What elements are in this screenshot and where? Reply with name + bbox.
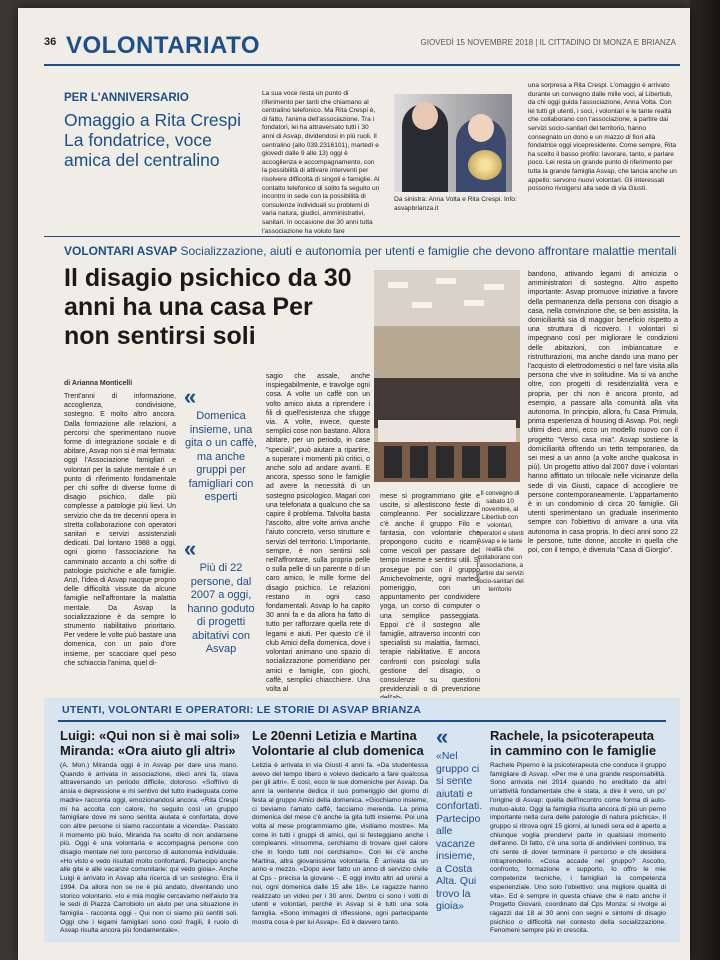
page-number: 36 bbox=[44, 36, 57, 48]
page-header bbox=[44, 30, 680, 66]
story-3-body: Rachele Piperno è la psicoterapeuta che conduce il gruppo famigliare di Asvap. «Per me è una grande responsabilità. Sono arrivata nel 2014 quando ho ereditato da altri un'attività fondamentale che è stata, a dire il vero, un po' l'origine di Asvap: quella dell'incontro come forma di auto-mutuo-aiuto. Oggi la famiglia risulta ancora di più un perno importante nella cura delle patologie di natura psichica». Il gruppo si ritrova ogni 15 giorni, al lunedì sera ed è aperto a chiunque voglia prendervi parte in qualsiasi momento dell'anno. Di fatto, c'è una sorta di andirivieni continuo, tra chi sente di dover terminare il percorso e chi desidera intraprenderlo. «Cosa accade nel gruppo? Ascolto, confronto, formazione e supporto. Io offro le mie competenze tecniche, i famigliari la competenza esperienziale. Uno solo l'obiettivo: una migliore qualità di vita». Ed è sempre in questa chiave che è nato anche il Progetto Giovani, coordinato dal Cps Monza: si rivolge ai ragazzi dai 18 ai 30 anni con segni e sintomi di disagio psichico o difficoltà nel contesto della socializzazione. Fenomeni sempre più in crescita. bbox=[490, 762, 666, 935]
newspaper-page bbox=[18, 8, 690, 960]
divider bbox=[44, 236, 680, 237]
article-column-3: mese si programmano gite e uscite, si allestiscono feste di compleanno. Per socializzare c'è anche il gruppo Filo e fantasia, con volontarie che propongono cucito e ricami, come veicoli per passare del tempo insieme e sentirsi utili. Si prosegue poi con il gruppo Amichevolmente, ogni martedì pomeriggio, con un appuntamento per condividere yoga, un corso di computer o una semplice passeggiata. Eppoi c'è il sostegno alle famiglie, attraverso incontri con specialisti su malattia, farmaci, terapie riabilitative. E ancora confronti con psicologi sulla gestione del disagio, o consulenze su questioni previdenziali o di prevenzione bbox=[380, 493, 480, 694]
byline: di Arianna Monticelli bbox=[64, 380, 133, 387]
anniversary-continuation: una sorpresa a Rita Crespi. L'omaggio è arrivato durante un convegno dalle mille voci, al Libertiub, da chi oggi guida l'associazione, Anna Volta. Con lei tutti gli utenti, i soci, i volontari e le tante realtà che collaborano con l'associazione, a partire dai servizi socio-sanitari del territorio, hanno consegnato un dono e un mazzo di fiori alla fondatrice oggi vicepresidente. Come sempre, Rita ha scelto il basso profilo: lavorare, tanto, e parlare poco. Lei resta un grande punto di riferimento per tutta la grande famiglia Asvap, che lancia anche un appello: servono nuovi volontari. Gli interessati possono rivolgersi alla sede di via Giusti. bbox=[528, 82, 677, 193]
stories-pull-quote bbox=[436, 724, 483, 913]
article-column-2: sagio che assale, anche inspiegabilmente, e travolge ogni cosa. A volte un caffè con un volto amico aiuta a riprendere i fili di quell'esistenza che sfugge via. A volte, invece, queste semplici cose non bastano. Allora abitare, per un periodo, in case "speciali", può aiutare a ripartire, a superare i momenti più critici, o anche solo ad andare avanti. E ancora, spesso sono le famiglie ad avere la necessità di un sostegno psicologico. Magari con una telefonata a qualcuno che sa capire il problema. Talvolta basta l'ascolto, altre volte arriva anche l'aiuto concreto, verso strutture e servizi del territorio. L'importante, sempre, è non sentirsi soli nell'affrontare, sulla propria pelle o sulla pelle di un parente o di un caro amico, le mille forme del disagio psichico. Le relazioni restano in ogni caso fondamentali. Asvap lo ha capito 30 anni fa e da allora ha fatto di tutto per rafforzare quella rete di legami e aiuti. Per questo c'è il club Amici della domenica, dove i volontari animano uno spazio di socializzazione pomeridiano per amici e famiglie, con giochi, caffè, semplici chiacchiere. Una volta al bbox=[266, 373, 370, 693]
story-3-title: Rachele, la psicoterapeuta in cammino con le famiglie bbox=[490, 728, 657, 758]
pull-quote-1 bbox=[184, 384, 258, 505]
dateline: GIOVEDÌ 15 NOVEMBRE 2018 | IL CITTADINO DI MONZA E BRIANZA bbox=[420, 38, 676, 47]
conference-photo-caption: Il convegno di sabato 10 novembre, al Libertiub con volontari, operatori e utenti Asvap e le tante realtà che collaborano con l'associazione, a partire dai servizi socio-sanitari del territorio bbox=[476, 490, 524, 593]
quote-icon: « bbox=[184, 384, 197, 409]
stories-divider bbox=[58, 720, 666, 722]
quote-icon: « bbox=[436, 724, 449, 749]
main-kicker bbox=[64, 244, 680, 258]
stories-pull-quote-text: «Nel gruppo ci si sente aiutati e confortati. Partecipo alle vacanze insieme, a Costa Alta. Qui trovo la gioia» bbox=[436, 750, 483, 912]
stories-header: UTENTI, VOLONTARI E OPERATORI: LE STORIE DI ASVAP BRIANZA bbox=[62, 704, 422, 716]
kicker-text: Socializzazione, aiuti e autonomia per utenti e famiglie che devono affrontare malattie mentali bbox=[180, 244, 677, 258]
background-shadow bbox=[690, 0, 720, 960]
anniversary-kicker: PER L'ANNIVERSARIO bbox=[64, 92, 189, 104]
main-headline: Il disagio psichico da 30 anni ha una casa Per non sentirsi soli bbox=[64, 264, 352, 350]
story-2-title: Le 20enni Letizia e Martina Volontarie al club domenica bbox=[252, 728, 424, 758]
pull-quote-2 bbox=[184, 536, 258, 657]
article-column-1: Trent'anni di informazione, accoglienza, condivisione, sostegno. E molto altro ancora. Dalla formazione alle relazioni, a percorsi che sperimentano nuove forme di integrazione sociale e di abitare, Asvap non si è mai fermata: oggi l'Associazione famigliari e volontari per la salute mentale è un punto di riferimento fondamentale per chi soffre di diverse forme di disagio psichico, dalle più complesse a patologie più lievi. Un servizio che da tre decenni opera in stretta collaborazione con operatori sanitari e servizi assistenziali dedicati. Dal lontano 1988 a oggi, ogni giorno l'associazione ha camminato accanto a chi soffre di patologie psichiche e alle famiglie. Anzi, l'idea di Asvap nacque proprio delle difficoltà vissute da alcune famiglie nell'affrontare la malattia mentale. Da Asvap la socializzazione è da sempre lo strumento riabilitativo prioritario. Per vedere le volte può bastare una domenica, con un paio d'ore insieme, per scacciare quel peso che schiaccia l'anima, quel di- bbox=[64, 393, 176, 667]
story-2-body: Letizia è arrivata in via Giusti 4 anni fa. «Da studentessa avevo del tempo libero e volevo dedicarlo a fare qualcosa per gli altri». E così, ecco le sue domeniche per Asvap. Da anni la ventenne dedica il suo pomeriggio del giorno di festa al gruppo Amici della domenica. «Giochiamo insieme, ci beviamo l'amato caffè, facciamo merenda. La prima domenica del mese c'è anche la gita tutti insieme. Poi una volta al mese programmiamo gite, visitiamo mostre». Ma come in tutti i gruppi di amici, qui si festeggiano anche i compleanni. «Insomma, cerchiamo di trovare quel calore che in fondo tutti noi cerchiamo». Con lei c'è anche Martina, altra giovanissima volontaria. È arrivata da un anno e mezzo. «Dopo aver fatto un anno di servizio civile al Cps - precisa la giovane -. E oggi invito altri ad unirsi a noi, ogni domenica dalle 15 alle 18». Le ragazze hanno realizzato un video per i 30 anni. Dentro ci sono i volti di utenti e volontari, perché in Asvap si è tutti una sola famiglia. «Sono immagini di riflessione, ogni partecipante mostra cosa è per lui Asvap». Ed è davvero tanto. bbox=[252, 762, 428, 926]
story-1-body: (A. Mon.) Miranda oggi è in Asvap per dare una mano. Quando è arrivata in associazione, dieci anni fa, stava attraversando un periodo difficile, doloroso. «Soffrivo di ansia e depressione e mi sentivo del tutto inadeguata come madre» racconta oggi, emozionandosi ancora. «Rita Crespi mi ha accolta con calore, ho seguito così un gruppo famigliare dove mi sono sentita aiutata e confortata, dove con altre persone ci siamo raccontate a vicenda». Passato il momento più buio, Miranda ha scelto di non andarsene più. Oggi è una volontaria e accompagna persone con disagio mentale nel loro percorso di autonomia individuale. «Ho visto e vedo risultati molto confortanti. Partecipo anche alle gite e alle vacanze comunitarie: qui vedo gioia». Anche Luigi è arrivato in Asvap alla ricerca di un sostegno. Era il 1994. Da allora non se ne è più andato, diventando uno storico volontario. «Io e mia moglie cercavamo nell'aiuto tra le sedi di Piazza Carrobiolo un aiuto per una situazione in famiglia - racconta oggi - Qui non ci siamo più sentiti soli. Oggi che i legami famigliari sono così fragili, il ruolo di Asvap risulta ancora più fondamentale». bbox=[60, 762, 238, 935]
section-title: VOLONTARIATO bbox=[66, 32, 260, 59]
quote-icon: « bbox=[184, 536, 197, 561]
article-column-4: bandono, attivando legami di amicizia o amministratori di sostegno. Altro aspetto importante: Asvap promuove iniziative a favore della permanenza della persona con disagio a casa, nella convinzione che, se ben assistita, la domiciliarità sia di maggior beneficio rispetto a una struttura di ricovero. I volontari si impegnano così per migliorare le condizioni delle abitazioni, con imbiancature e ristrutturazioni, ma anche dando una mano per l'acquisto di elettrodomestici o nel fare visita alla persona che vive in solitudine. Ma si va anche oltre, con progetti di residenzialità vera e propria, per chi non è ancora pronto, ad esempio, a passare alla comunità alla vita autonoma. In principio, allora, fu Casa Primula, prima esperienza di housing di Asvap. Poi, negli ultimi dieci anni, ecco un modello nuovo con il progetto "Verso casa mia". Asvap sostiene la domiciliarità offrendo un tetto temporaneo, da sei mesi a un anno (a volte anche qualcosa in più). Un progetto attivo dal 2007 dove i volontari hanno affittato un trilocale nelle vicinanze della sede di via Giusti, capace di accogliere tre persone contemporaneamente. L'appartamento è in un condominio di circa 20 famiglie. Gli utenti sperimentano un graduale inserimento sempre con l'obiettivo di arrivare a una vita autonoma in casa propria. In dieci anni sono 22 le persone, tutte donne, accolte in quella che poi, con il tempo, è divenuta "Casa di Giorgio". bbox=[528, 271, 678, 555]
anniversary-title: Omaggio a Rita Crespi La fondatrice, voce amica del centralino bbox=[64, 110, 242, 170]
anniversary-body: La sua voce resta un punto di riferimento per tanti che chiamano al centralino telefonico. Ma Rita Crespi è, di fatto, l'anima dell'associazione. Tra i fondatori, lei ha attraversato tutti i 30 anni di Asvap, dividendosi in più ruoli. Il centralino (allo 039.2316101), martedì e giovedì dalle 9 alle 13) oggi è accoglienza e accompagnamento, con la possibilità di attivare interventi per risolvere difficoltà di singoli e famiglie. Al contatto telefonico di solito fa seguito un incontro in sede con la possibilità di consulenze individuali su problemi di varia natura, giudici, amministrativi, sanitari. In occasione dei 30 anni tutta l'associazione ha voluto fare bbox=[262, 90, 380, 235]
anniversary-photo-caption: Da sinistra: Anna Volta e Rita Crespi. Info: asvapbrianza.it bbox=[394, 196, 517, 212]
kicker-label: VOLONTARI ASVAP bbox=[64, 244, 178, 258]
pull-quote-1-text: Domenica insieme, una gita o un caffè, ma anche gruppi per famigliari con esperti bbox=[185, 410, 257, 503]
conference-photo bbox=[374, 270, 520, 482]
anniversary-photo bbox=[394, 94, 512, 192]
pull-quote-2-text: Più di 22 persone, dal 2007 a oggi, hanno goduto di progetti abitativi con Asvap bbox=[187, 562, 255, 655]
story-1-title: Luigi: «Qui non si è mai soli» Miranda: «Ora aiuto gli altri» bbox=[60, 728, 240, 758]
stories-box bbox=[44, 698, 680, 942]
